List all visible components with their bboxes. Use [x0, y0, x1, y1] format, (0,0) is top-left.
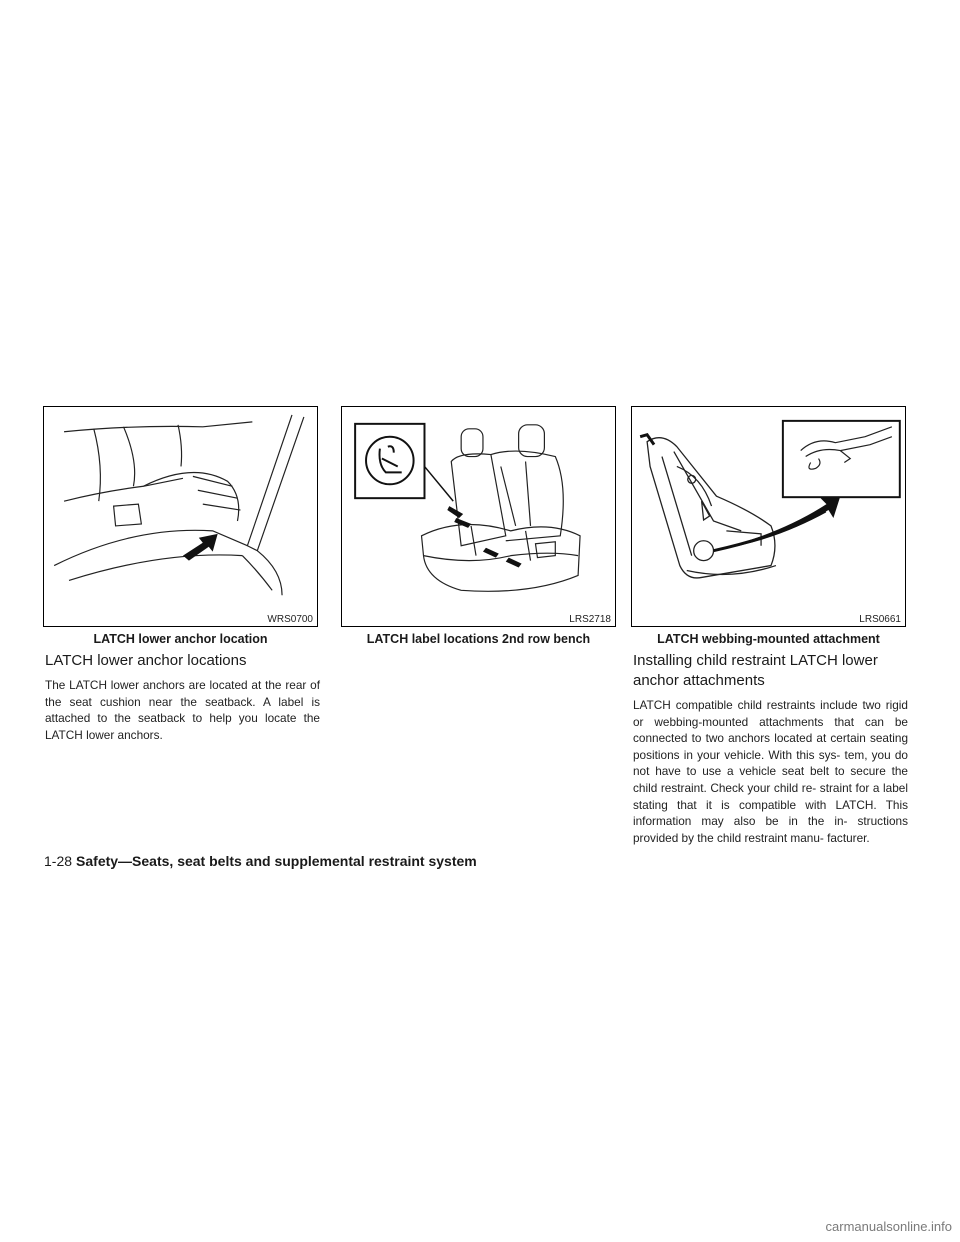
figure-code: LRS0661	[859, 614, 901, 625]
page-footer	[44, 853, 477, 869]
watermark: carmanualsonline.info	[825, 1219, 952, 1234]
page-number: 1-28	[44, 853, 73, 869]
figure-label-locations	[341, 406, 616, 627]
figure-code: LRS2718	[569, 614, 611, 625]
child-seat-attachment-illustration	[632, 407, 905, 626]
section-body-installing-latch: LATCH compatible child restraints include two rigid or webbing-mounted attachments that can be connected to two anchors located at certain seating positions in your vehicle. With this sys- tem, you do not have to use a vehicle seat belt to secure the child restraint. Check your child re- straint for a label stating that it is compatible with LATCH. This information may also be in the in- structions provided by the child restraint manu- facturer.	[633, 698, 908, 845]
hand-at-seat-illustration	[44, 407, 317, 626]
figure-code: WRS0700	[267, 614, 313, 625]
section-heading-lower-anchor-locations: LATCH lower anchor locations	[45, 652, 247, 669]
section-heading-installing-latch: Installing child restraint LATCH lower anchor attachments	[633, 652, 878, 689]
figure-webbing-attachment	[631, 406, 906, 627]
rear-bench-seat-illustration	[342, 407, 615, 626]
figure-caption: LATCH webbing-mounted attachment	[657, 632, 880, 646]
figure-caption: LATCH lower anchor location	[93, 632, 268, 646]
footer-section-title: Safety—Seats, seat belts and supplemental restraint system	[76, 853, 477, 869]
figure-caption: LATCH label locations 2nd row bench	[366, 632, 591, 646]
figure-lower-anchor-location	[43, 406, 318, 627]
section-body-lower-anchor-locations: The LATCH lower anchors are located at the rear of the seat cushion near the seatback. A label is attached to the seatback to help you locate the LATCH lower anchors.	[45, 678, 320, 742]
